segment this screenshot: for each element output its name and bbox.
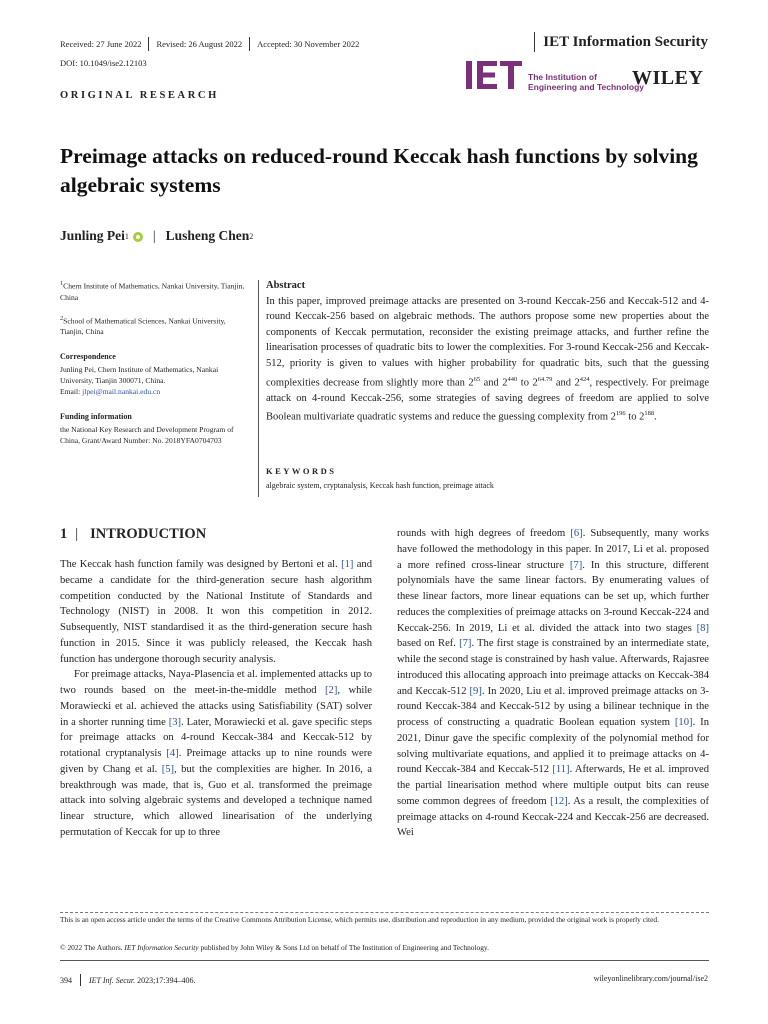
correspondence-heading: Correspondence <box>60 352 116 362</box>
column-divider <box>258 280 259 497</box>
citation-link[interactable]: [3] <box>168 716 182 728</box>
abstract-text: In this paper, improved preimage attacks are presented on 3-round Keccak-256 and Keccak-512 and 4-round Keccak-256 based on algebraic methods. The authors propose some new properties about the components of Keccak permutation, reconsider the existing preimage attacks, and further refine the linearisation processes of quadratic bits to lower the complexities. For 3-round Keccak-256 and Keccak-512, priority is given to values with higher probability for quadratic bits, such that the guessing complexities decrease from slightly more than $2^{65}$ and $2^{440}$ to $2^{64.79}$ and $2^{424}$, respectively. For preimage attack on 4-round Keccak-256, some strategies of saving degrees of freedom are applied to solve Boolean multivariate quadratic systems and reduce the guessing complexity from $2^{196}$ to $2^{188}$. <box>266 295 709 423</box>
body-column-right <box>397 526 709 841</box>
citation-link[interactable]: [2] <box>325 685 338 696</box>
article-history <box>60 37 359 51</box>
journal-url[interactable]: wileyonlinelibrary.com/journal/ise2 <box>593 974 708 983</box>
funding-text: the National Key Research and Development Program of China, Grant/Award Number: No. 2018YFA0704703 <box>60 425 234 446</box>
affiliation: $^1$Chern Institute of Mathematics, Nankai University, Tianjin, China <box>60 280 245 302</box>
journal-name[interactable]: IET Information Security <box>543 33 708 50</box>
email-link[interactable]: jlpei@mail.nankai.edu.cn <box>82 387 161 397</box>
author-list <box>60 228 253 244</box>
footer-rule <box>60 960 709 961</box>
abstract <box>266 278 709 425</box>
citation-link[interactable]: [7] <box>569 559 583 571</box>
citation-link[interactable]: [12] <box>550 795 568 807</box>
divider <box>249 37 250 51</box>
author-name[interactable]: Junling Pei <box>60 228 125 243</box>
author-affil-sup: 2 <box>249 231 254 241</box>
citation-link[interactable]: [9] <box>469 685 482 697</box>
section-heading <box>60 526 206 543</box>
citation-link[interactable]: [11] <box>552 764 570 776</box>
citation-link[interactable]: [4] <box>166 748 179 759</box>
section-tag: ORIGINAL RESEARCH <box>60 90 219 101</box>
keywords-text: algebraic system, cryptanalysis, Keccak hash function, preimage attack <box>266 481 494 490</box>
paragraph: The Keccak hash function family was designed by Bertoni et al. [1] and became a candidate for the third-generation secure hash algorithm competition conducted by the National Institute of Standards and Technology (NIST) in 2008. It won this competition in 2012. Subsequently, NIST standardised it as the third-generation secure hash function in 2015. Since it was publicly released, the Keccak hash function has undergone thorough security analysis. <box>60 559 372 665</box>
abstract-heading: Abstract <box>266 280 306 291</box>
citation-link[interactable]: [1] <box>341 559 354 570</box>
article-title: Preimage attacks on reduced-round Keccak hash functions by solving algebraic systems <box>60 144 698 197</box>
open-access-note: This is an open access article under the terms of the Creative Commons Attribution License, which permits use, distribution and reproduction in any medium, provided the original work is properly cited. <box>60 915 659 924</box>
author-affil-sup: 1 <box>124 231 129 241</box>
iet-letters-icon <box>466 59 524 91</box>
author-name[interactable]: Lusheng Chen <box>165 228 250 243</box>
wiley-logo: WILEY <box>632 67 704 89</box>
correspondence-email: Email: jlpei@mail.nankai.edu.cn <box>60 387 161 397</box>
body-column-left <box>60 557 372 841</box>
iet-institution-name: The Institution of Engineering and Technology <box>528 72 645 92</box>
correspondence-text: Junling Pei, Chern Institute of Mathematics, Nankai University, Tianjin 300071, China. <box>60 365 219 386</box>
correspondence <box>60 351 250 397</box>
divider: | <box>152 228 156 243</box>
citation-link[interactable]: [6] <box>570 528 583 539</box>
page-footer-left <box>60 974 196 986</box>
affiliation: $^2$School of Mathematical Sciences, Nankai University, Tianjin, China <box>60 314 226 337</box>
orcid-icon[interactable] <box>133 232 143 242</box>
page-number: 394 <box>60 975 72 985</box>
iet-logo <box>466 58 644 92</box>
paragraph-continued: rounds with high degrees of freedom [6]. Subsequently, many works have followed the methodology in this paper. In 2017, Li et al. proposed a more refined cross-linear structure [7]. In this structure, different polynomials have the same linear factors. By enumerating values of these linear factors, more linear equations can be set up, which further reduces the complexities of preimage attacks on 3-round Keccak-224 and Keccak-256. In 2019, Li et al. divided the attack into two stages [8] based on Ref. [7]. The first stage is constrained by an intermediate state, while the second stage is constrained by hash value. Afterwards, Rajasree introduced this allocating approach into preimage attacks on Keccak-384 and Keccak-512 [9]. In 2020, Liu et al. improved preimage attacks on 3-round Keccak-384 and Keccak-512 by using a bilinear technique in the process of constructing a quadratic Boolean equation system [10]. In 2021, Dinur gave the specific complexity of the polynomial method for solving multivariate equations, and applied it to preimage attacks on 4-round Keccak-384 and Keccak-512 [11]. Afterwards, He et al. improved the partial linearisation method where multiple output bits can reuse some common degrees of freedom [12]. As a result, the complexities of preimage attacks on 4-round Keccak-224 and Keccak-256 are decreased. Wei <box>397 528 710 839</box>
citation-link[interactable]: [7] <box>459 638 472 650</box>
citation-link[interactable]: [8] <box>696 622 709 634</box>
citation-info: 2023;17:394–406. <box>137 975 196 985</box>
divider: | <box>75 526 79 542</box>
doi[interactable]: DOI: 10.1049/ise2.12103 <box>60 58 147 68</box>
funding <box>60 411 250 446</box>
section-number: 1 <box>60 526 68 542</box>
divider <box>148 37 149 51</box>
funding-heading: Funding information <box>60 412 132 422</box>
citation-link[interactable]: [10] <box>674 717 693 728</box>
revised-date: Revised: 26 August 2022 <box>156 39 243 49</box>
footer-divider <box>60 912 709 913</box>
section-title: INTRODUCTION <box>90 526 207 542</box>
received-date: Received: 27 June 2022 <box>60 39 142 49</box>
divider <box>534 32 535 52</box>
article-info-column <box>60 278 250 456</box>
copyright-line: © 2022 The Authors. IET Information Security published by John Wiley & Sons Ltd on behalf of The Institution of Engineering and Technology. <box>60 943 489 952</box>
accepted-date: Accepted: 30 November 2022 <box>257 39 360 49</box>
journal-header <box>534 32 708 52</box>
divider <box>80 974 81 986</box>
journal-abbreviation: IET Inf. Secur. <box>89 975 136 985</box>
paragraph: For preimage attacks, Naya-Plasencia et al. implemented attacks up to two rounds based on the meet-in-the-middle method [2], while Morawiecki et al. achieved the attacks using Satisfiability (SAT) solver in a shorter running time [3]. Later, Morawiecki et al. gave specific steps for preimage attacks on 4-round Keccak-384 and Keccak-512 by rotational cryptanalysis [4]. Preimage attacks up to nine rounds were given by Chang et al. [5], but the complexities are higher. In 2016, a breakthrough was made, that is, Guo et al. transformed the preimage attack into solving algebraic systems and developed a technique named linear structure, which allowed linearisation of the underlying permutation of Keccak for up to three <box>60 669 372 838</box>
keywords-heading: KEYWORDS <box>266 466 337 476</box>
citation-link[interactable]: [5] <box>161 763 175 775</box>
